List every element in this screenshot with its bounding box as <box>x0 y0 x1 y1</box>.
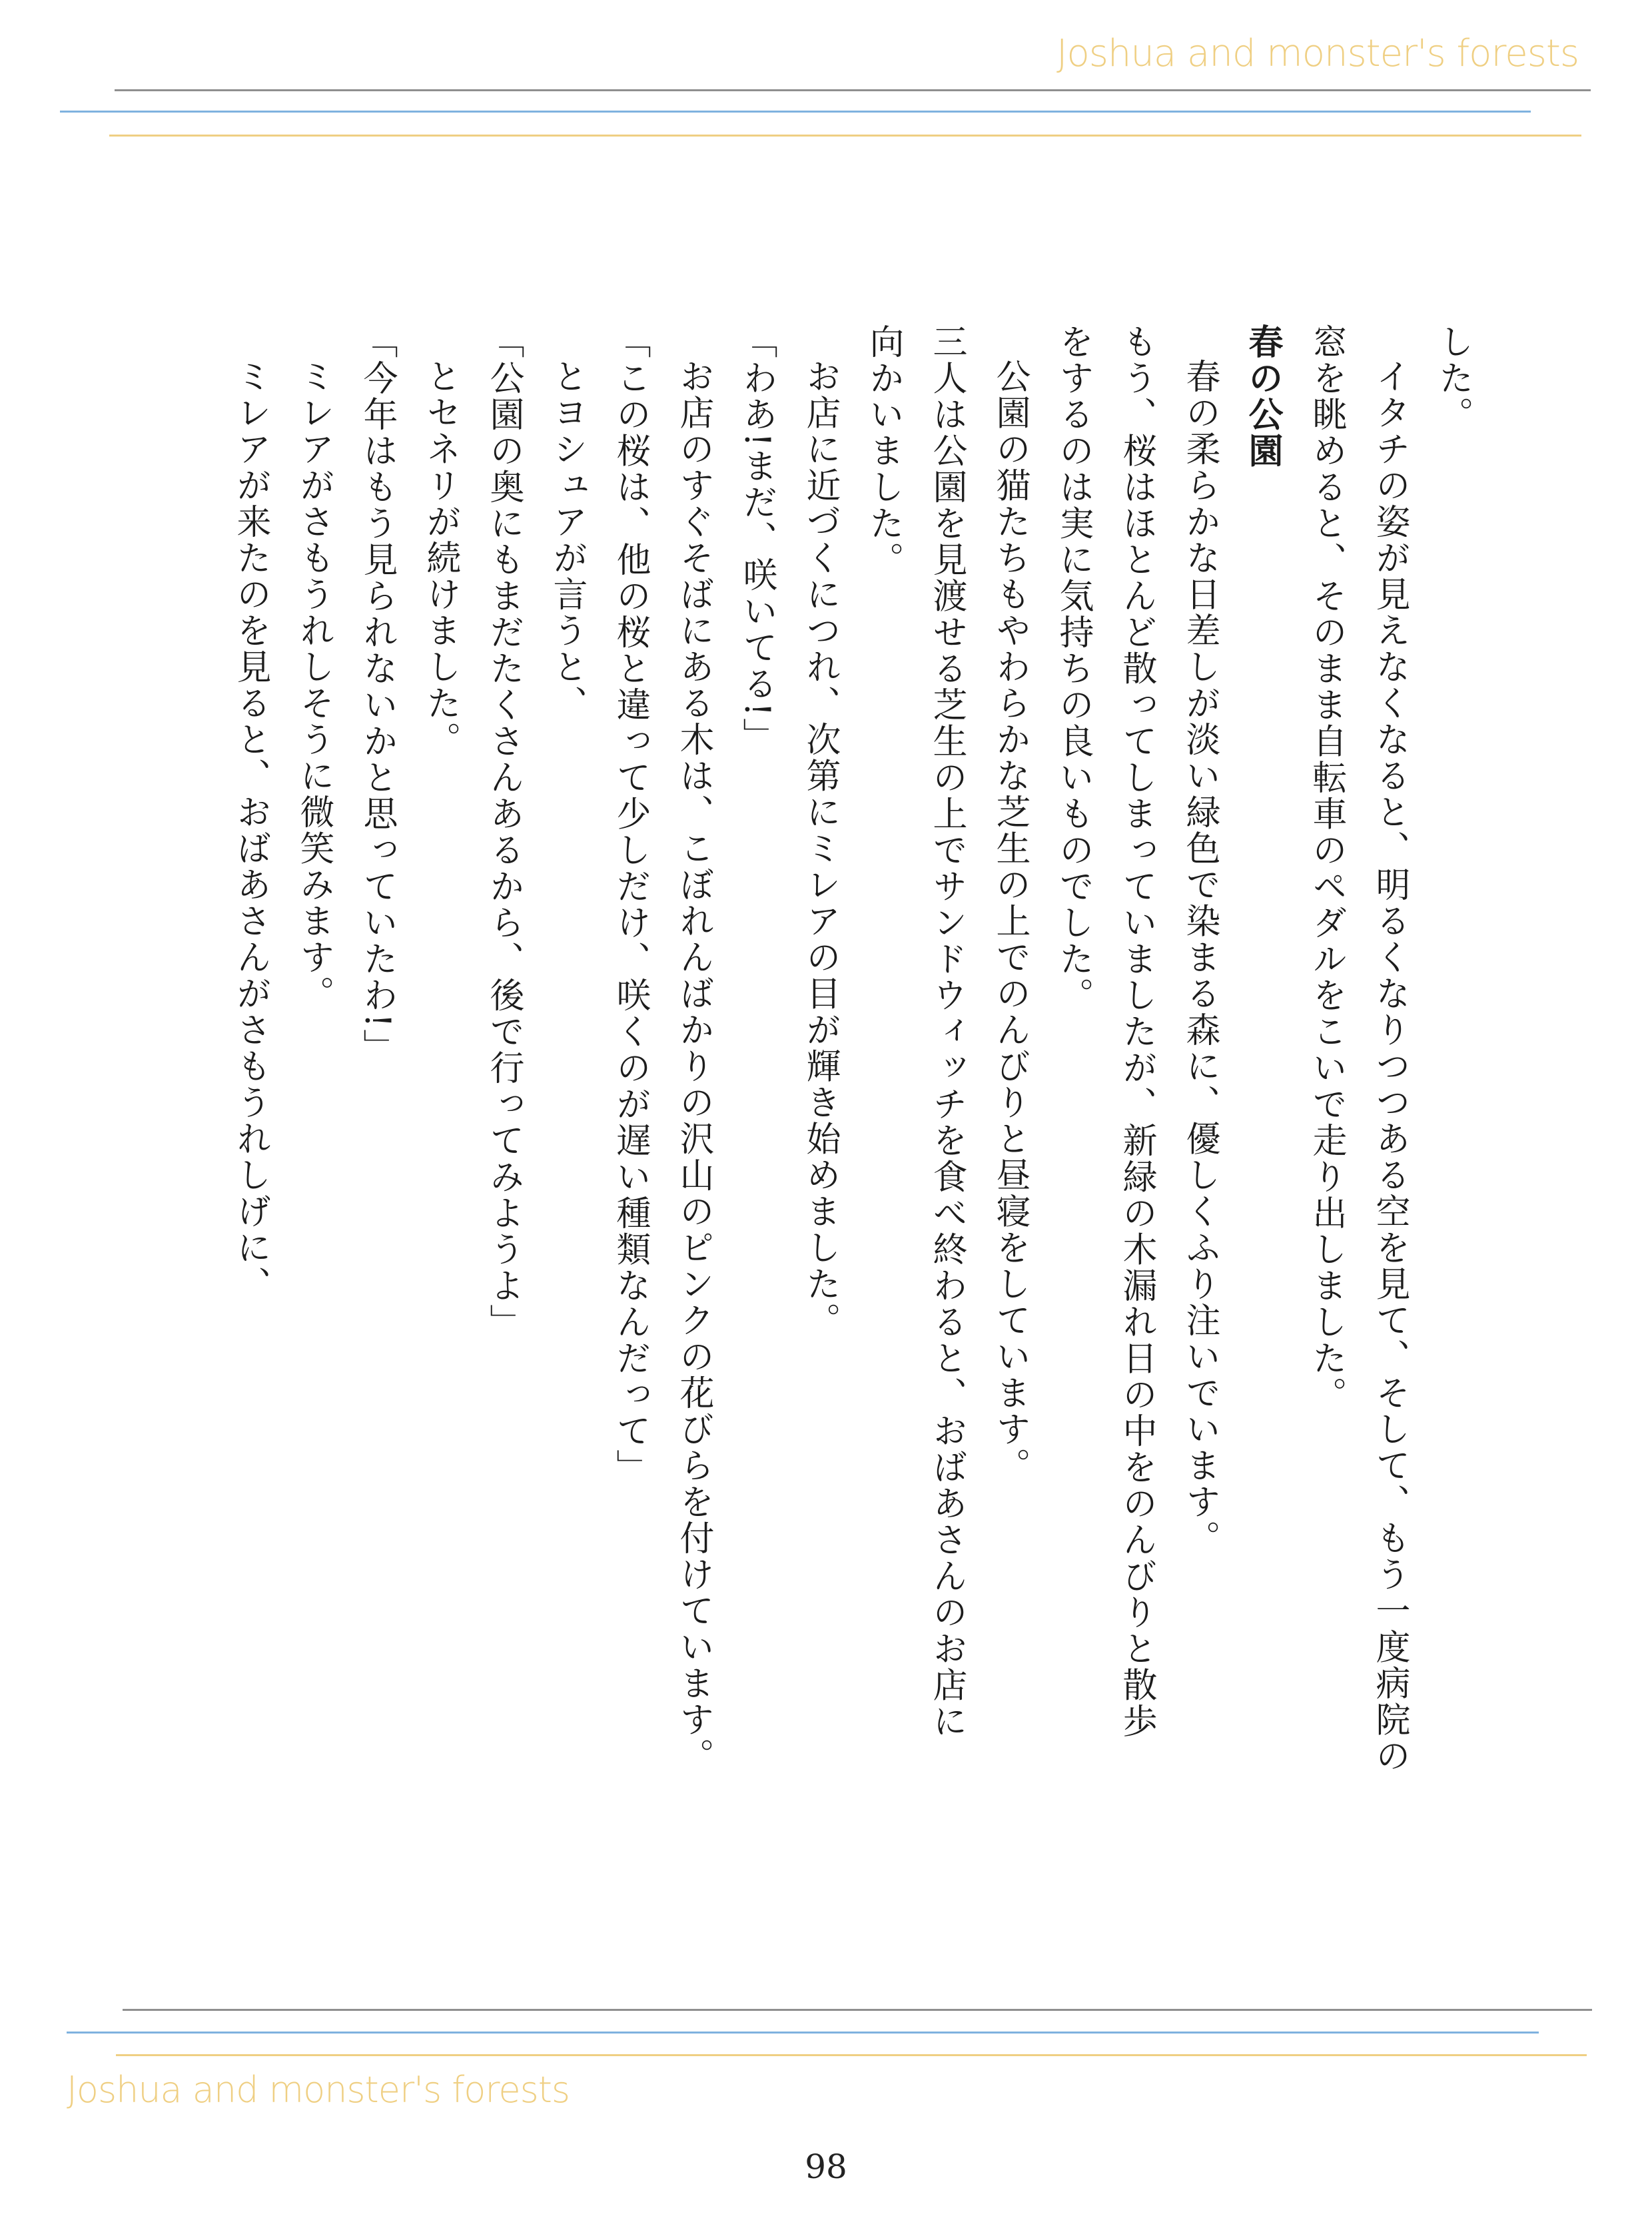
text-line: ミレアが来たのを見ると、おばあさんがさもうれしげに、 <box>230 358 270 1302</box>
text-line: 公園の猫たちもやわらかな芝生の上でのんびりと昼寝をしています。 <box>990 358 1030 1484</box>
section-heading: 春の公園 <box>1242 324 1283 469</box>
text-line: した。 <box>1433 324 1473 433</box>
dialogue-line: 「この桜は、他の桜と違って少しだけ、咲くのが遅い種類なんだって」 <box>610 324 650 1485</box>
text-line: とヨシュアが言うと、 <box>547 358 587 721</box>
footer-rule-blue <box>67 2032 1539 2034</box>
text-line: もう、桜はほとんど散ってしまっていましたが、新緑の木漏れ日の中をのんびりと散歩 <box>1116 324 1156 1740</box>
text-line: とセネリが続けました。 <box>420 358 460 758</box>
header-rule-blue <box>60 111 1531 113</box>
page-number: 98 <box>805 2147 847 2186</box>
text-line: ミレアがさもうれしそうに微笑みます。 <box>294 358 334 1012</box>
text-line: 窓を眺めると、そのまま自転車のペダルをこいで走り出しました。 <box>1306 324 1346 1413</box>
text-line: 三人は公園を見渡せる芝生の上でサンドウィッチを食べ終わると、おばあさんのお店に <box>927 324 967 1740</box>
header-rule-gray <box>115 89 1591 91</box>
text-line: お店に近づくにつれ、次第にミレアの目が輝き始めました。 <box>800 358 840 1339</box>
dialogue-line: 「今年はもう見られないかと思っていたわ!」 <box>357 324 397 1066</box>
text-line: イタチの姿が見えなくなると、明るくなりつつある空を見て、そして、もう一度病院の <box>1370 358 1410 1774</box>
footer-rule-gray <box>123 2009 1592 2011</box>
header-rule-gold <box>109 135 1581 137</box>
vertical-text-body <box>159 324 1484 1809</box>
footer-rule-gold <box>116 2054 1587 2056</box>
dialogue-line: 「わあ!まだ、咲いてる!」 <box>737 324 777 755</box>
header-title: Joshua and monster's forests <box>1056 32 1579 75</box>
footer-title: Joshua and monster's forests <box>67 2069 570 2111</box>
text-line: お店のすぐそばにある木は、こぼれんばかりの沢山のピンクの花びらを付けています。 <box>673 358 713 1774</box>
text-line: 春の柔らかな日差しが淡い緑色で染まる森に、優しくふり注いでいます。 <box>1180 358 1220 1557</box>
text-line: 向かいました。 <box>863 324 903 578</box>
text-line: をするのは実に気持ちの良いものでした。 <box>1053 324 1093 1014</box>
dialogue-line: 「公園の奥にもまだたくさんあるから、後で行ってみようよ」 <box>484 324 524 1340</box>
